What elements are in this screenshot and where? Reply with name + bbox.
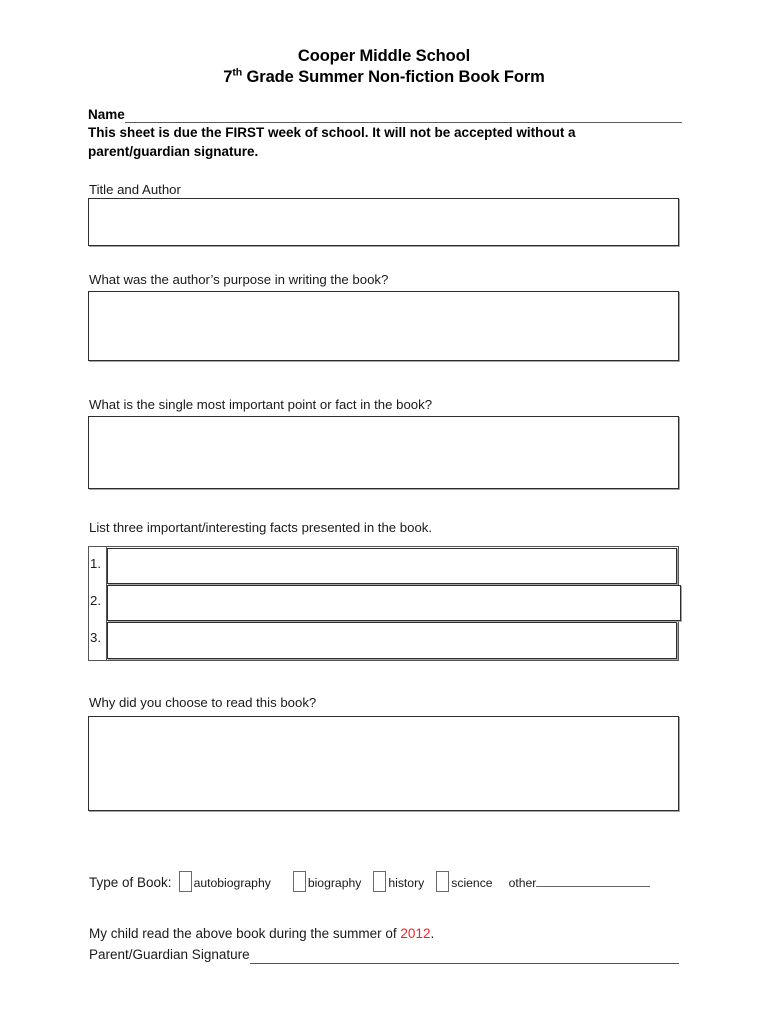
summer-year: 2012 [400, 926, 431, 941]
checkbox-icon[interactable] [436, 871, 449, 892]
fact-number-2: 2. [90, 593, 101, 608]
checkbox-biography[interactable] [293, 866, 362, 890]
grade-number: 7 [223, 68, 233, 86]
checkbox-icon[interactable] [373, 871, 386, 892]
checkbox-label-history: history [388, 876, 425, 890]
signature-label: Parent/Guardian Signature [89, 947, 250, 962]
name-label: Name [88, 107, 125, 122]
fact-number-1: 1. [90, 556, 101, 571]
checkbox-science[interactable] [436, 866, 492, 890]
summer-statement-suffix: . [430, 926, 435, 941]
name-row [88, 106, 682, 123]
checkbox-history[interactable] [373, 866, 424, 890]
signature-row [89, 946, 679, 964]
checkbox-autobiography[interactable] [179, 866, 271, 890]
facts-table [88, 546, 679, 661]
answer-box-fact-3[interactable] [107, 622, 677, 659]
signature-input[interactable] [250, 949, 679, 964]
question-label-three-facts: List three important/interesting facts presented in the book. [89, 520, 433, 535]
question-label-title-author: Title and Author [89, 182, 181, 197]
checkbox-icon[interactable] [293, 871, 306, 892]
checkbox-icon[interactable] [179, 871, 192, 892]
grade-ordinal-suffix: th [232, 66, 243, 79]
question-label-author-purpose: What was the author’s purpose in writing the book? [89, 272, 389, 287]
other-label: other [508, 876, 537, 890]
answer-box-important-point[interactable] [88, 416, 679, 489]
answer-box-fact-2[interactable] [107, 585, 681, 621]
type-of-book-row [89, 866, 689, 890]
page-title [0, 67, 768, 88]
answer-box-why-chosen[interactable] [88, 716, 679, 811]
question-label-why-chosen: Why did you choose to read this book? [89, 695, 317, 710]
school-name: Cooper Middle School [297, 47, 471, 65]
summer-statement-prefix: My child read the above book during the summer of [89, 926, 401, 941]
type-of-book-label: Type of Book: [89, 875, 172, 890]
summer-statement [89, 925, 434, 943]
checkbox-label-science: science [451, 876, 493, 890]
name-input[interactable] [125, 108, 682, 123]
question-label-important-point: What is the single most important point or fact in the book? [89, 397, 433, 412]
answer-box-author-purpose[interactable] [88, 291, 679, 361]
form-title-rest: Grade Summer Non-fiction Book Form [242, 68, 545, 86]
form-header [0, 46, 768, 88]
fact-number-3: 3. [90, 630, 101, 645]
answer-box-title-author[interactable] [88, 198, 679, 246]
due-notice: This sheet is due the FIRST week of school. It will not be accepted without a parent/guardian signature. [88, 125, 576, 159]
answer-box-fact-1[interactable] [107, 548, 677, 584]
other-input[interactable] [536, 874, 650, 887]
checkbox-label-biography: biography [307, 876, 362, 890]
checkbox-label-autobiography: autobiography [193, 876, 271, 890]
